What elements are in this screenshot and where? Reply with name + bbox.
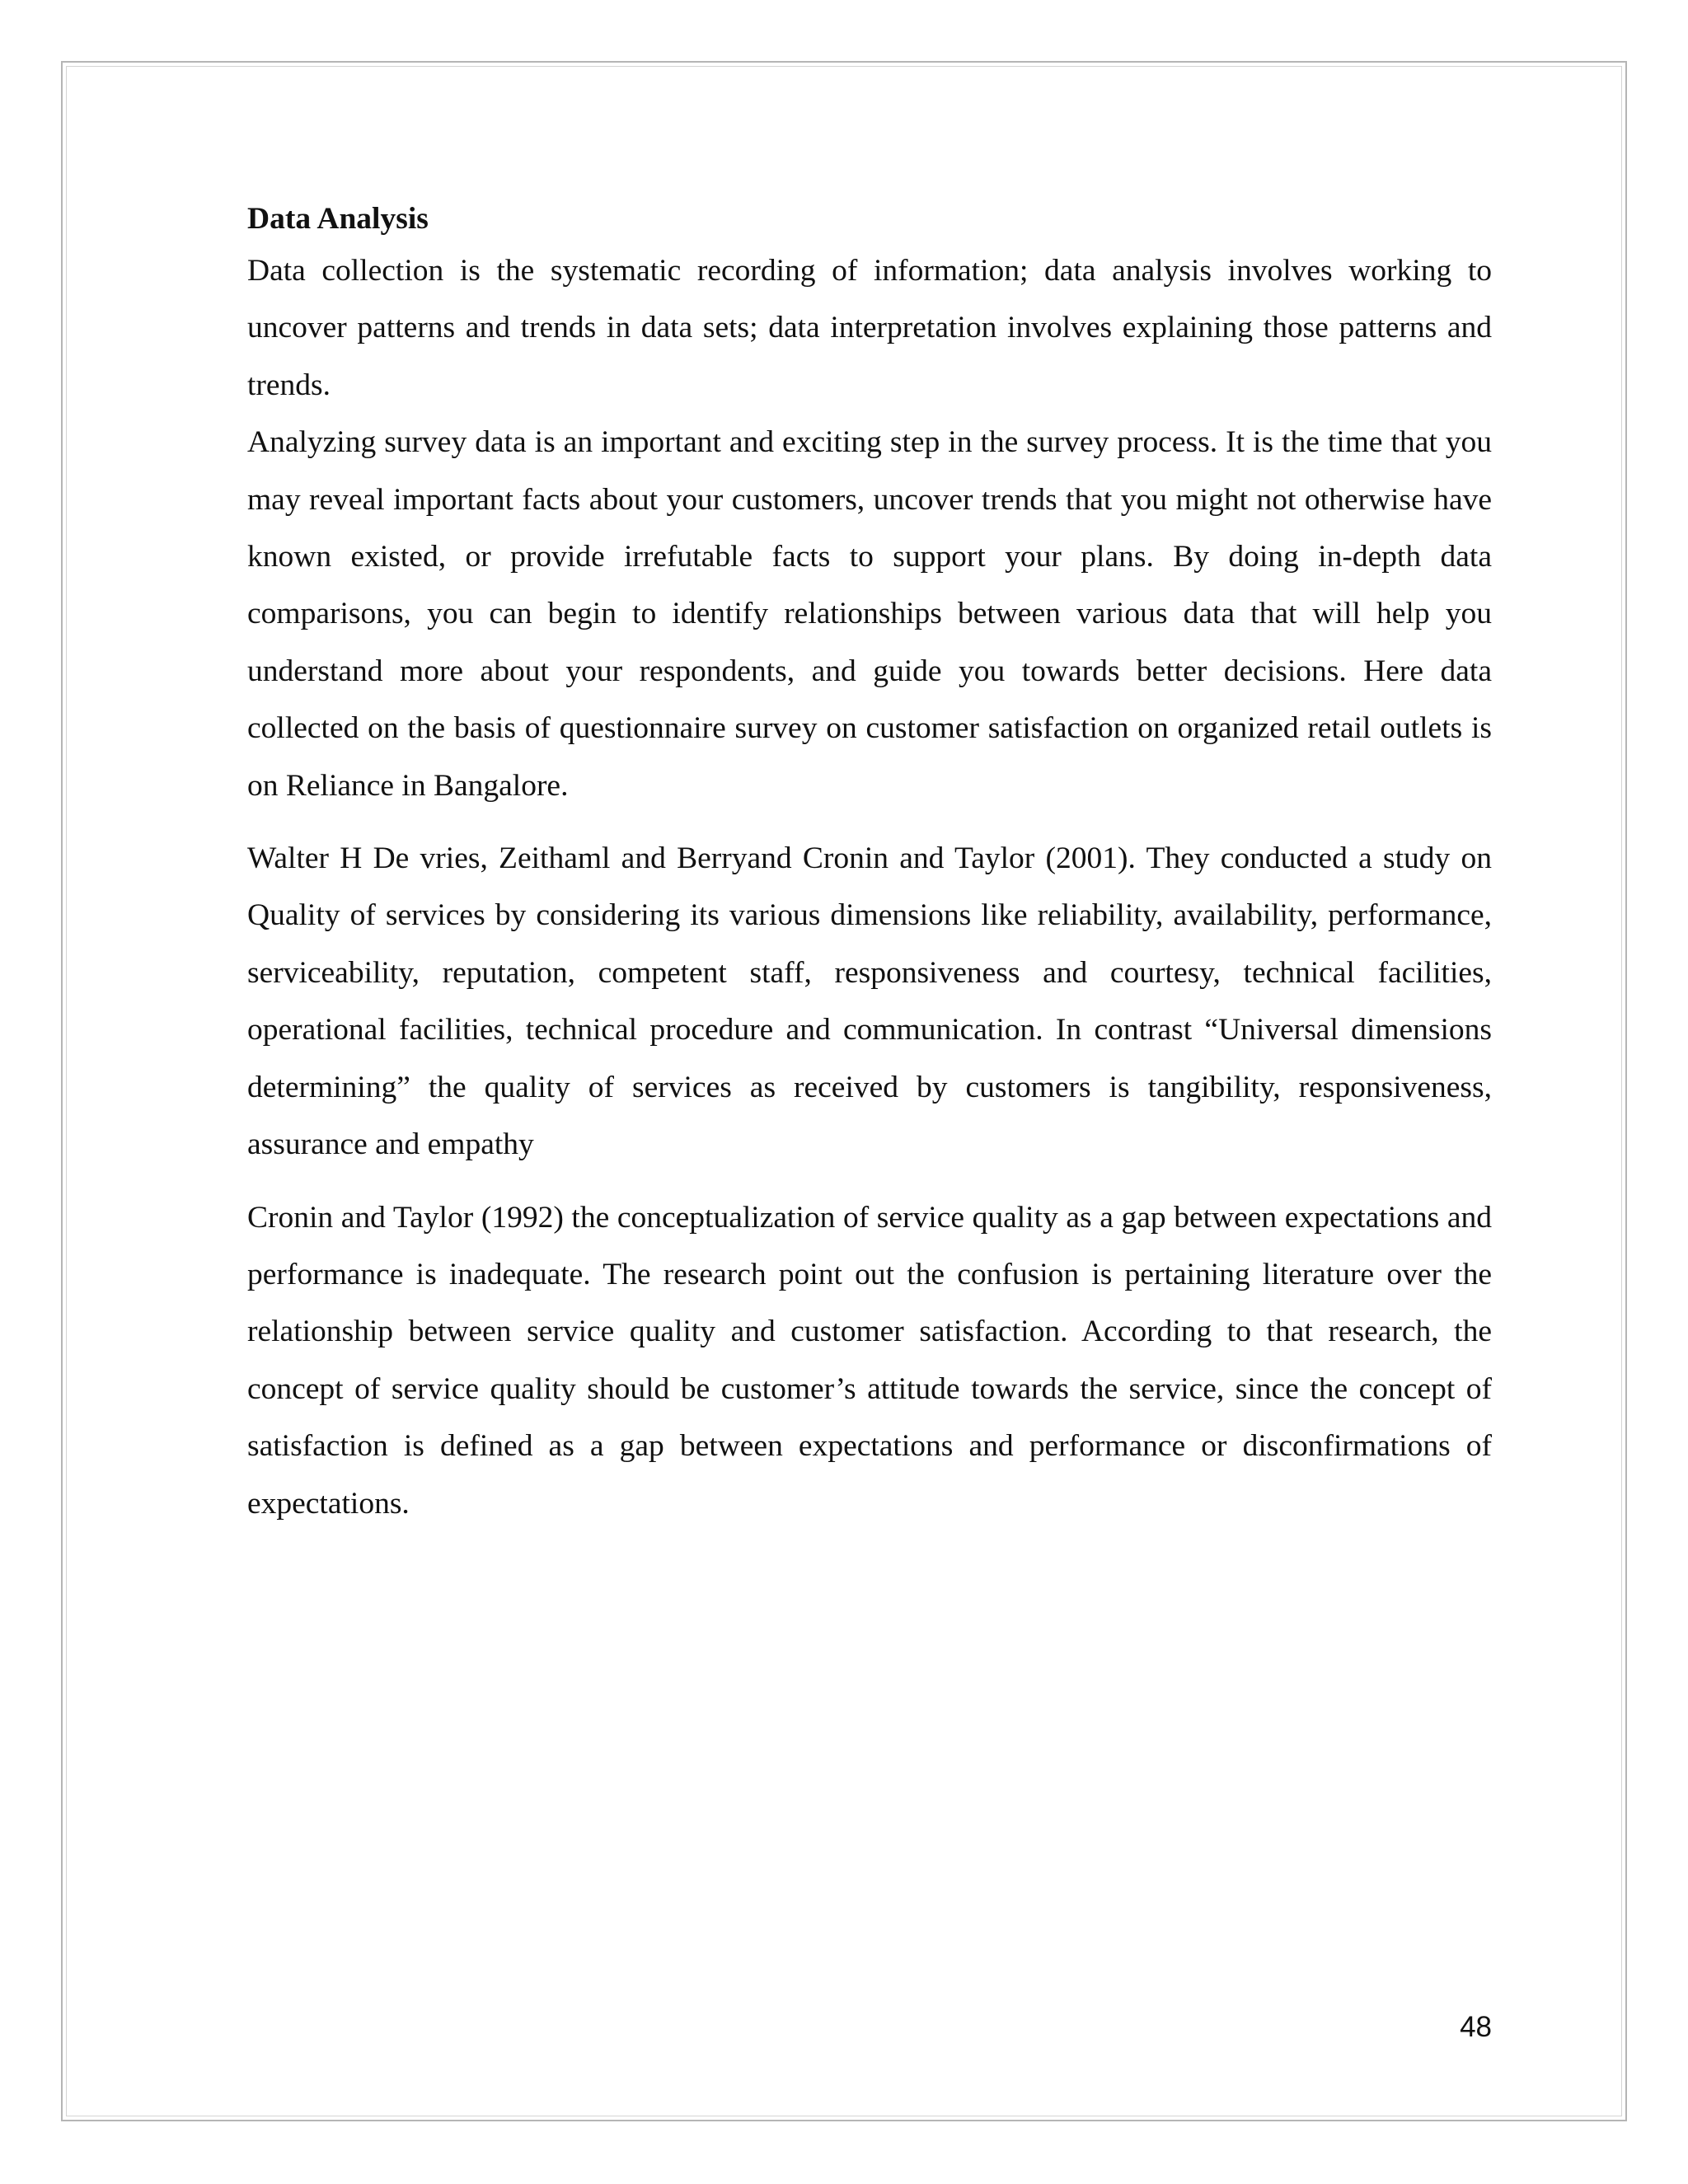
paragraph-survey-analysis: Analyzing survey data is an important and exciting step in the survey process. It is the time that you may reveal important facts about your customers, uncover trends that you might not otherwise have known existed, or provide irrefutable facts to support your plans. By doing in-depth data comparisons, you can begin to identify relationships between various data that will help you understand more about your respondents, and guide you towards better decisions. Here data collected on the basis of questionnaire survey on customer satisfaction on organized retail outlets is on Reliance in Bangalore. — [247, 425, 1492, 803]
section-heading: Data Analysis — [247, 202, 429, 236]
page-number: 48 — [1460, 2011, 1492, 2043]
paragraph-cronin-taylor: Cronin and Taylor (1992) the conceptualization of service quality as a gap between expectations and performance is inadequate. The research point out the confusion is pertaining literature over the relationship between service quality and customer satisfaction. According to that research, the concept of service quality should be customer’s attitude towards the service, since the concept of satisfaction is defined as a gap between expectations and performance or disconfirmations of expectations. — [247, 1200, 1492, 1521]
paragraph-walter-de-vries: Walter H De vries, Zeithaml and Berryand Cronin and Taylor (2001). They conducted a study on Quality of services by considering its various dimensions like reliability, availability, performance, serviceability, reputation, competent staff, responsiveness and courtesy, technical facilities, operational facilities, technical procedure and communication. In contrast “Universal dimensions determining” the quality of services as received by customers is tangibility, responsiveness, assurance and empathy — [247, 841, 1492, 1162]
page-content — [247, 196, 1492, 1532]
paragraph-data-collection: Data collection is the systematic recording of information; data analysis involves working to uncover patterns and trends in data sets; data interpretation involves explaining those patterns and trends. — [247, 254, 1492, 402]
